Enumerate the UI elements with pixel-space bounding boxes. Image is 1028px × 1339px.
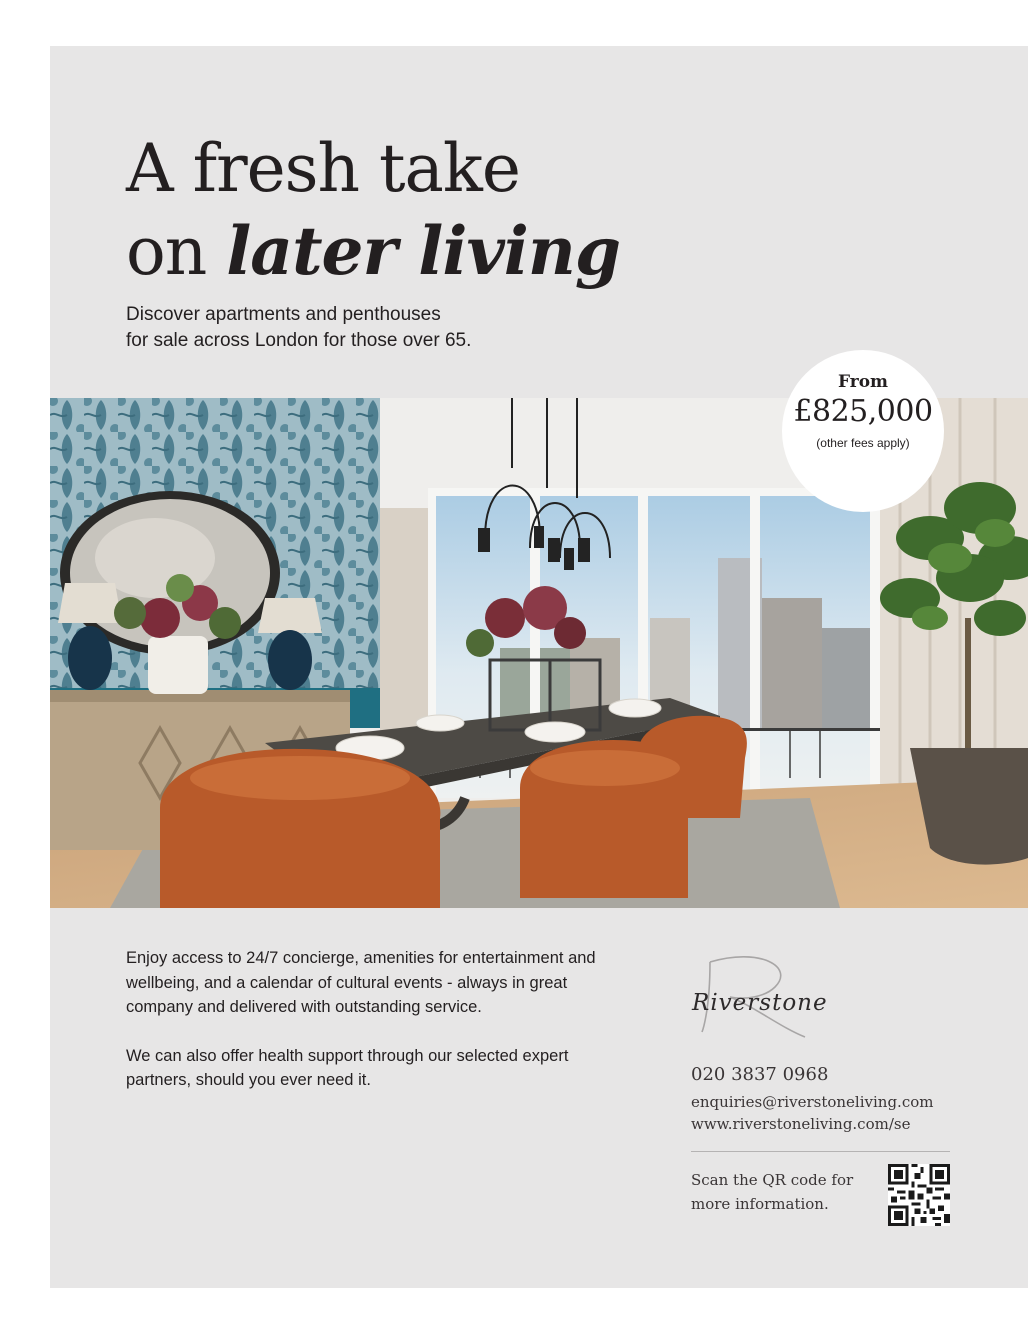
body-copy <box>126 946 596 1117</box>
qr-caption <box>691 1168 871 1216</box>
headline-line-2-prefix: on <box>126 213 227 290</box>
body-paragraph-1: Enjoy access to 24/7 concierge, amenities for entertainment and wellbeing, and a calendar of cultural events - always in great company and delivered with outstanding service. <box>126 949 596 1016</box>
contact-block <box>691 1064 951 1135</box>
body-paragraph-2: We can also offer health support through our selected expert partners, should you ever need it. <box>126 1046 569 1089</box>
price-badge <box>782 350 944 512</box>
contact-phone[interactable]: 020 3837 0968 <box>691 1064 829 1085</box>
contact-divider <box>691 1151 950 1152</box>
headline-line-1: A fresh take <box>126 130 520 207</box>
price-fees-note: (other fees apply) <box>816 436 910 450</box>
qr-caption-line-1: Scan the QR code for <box>691 1171 854 1189</box>
contact-email[interactable]: enquiries@riverstoneliving.com <box>691 1093 934 1111</box>
qr-caption-line-2: more information. <box>691 1195 829 1213</box>
price-from-label: From <box>837 372 889 392</box>
headline <box>126 128 620 293</box>
logo-wordmark: Riverstone <box>692 990 828 1016</box>
subhead-line-2: for sale across London for those over 65. <box>126 330 472 351</box>
price-value: £825,000 <box>793 394 933 429</box>
riverstone-logo <box>680 942 860 1042</box>
advert-page <box>50 46 1028 1288</box>
headline-emphasis: later living <box>226 212 620 290</box>
qr-code-icon[interactable] <box>888 1164 950 1226</box>
contact-website[interactable]: www.riverstoneliving.com/se <box>691 1115 911 1133</box>
headline-line-2 <box>126 213 620 290</box>
subhead-line-1: Discover apartments and penthouses <box>126 304 441 325</box>
subheadline <box>126 302 606 354</box>
